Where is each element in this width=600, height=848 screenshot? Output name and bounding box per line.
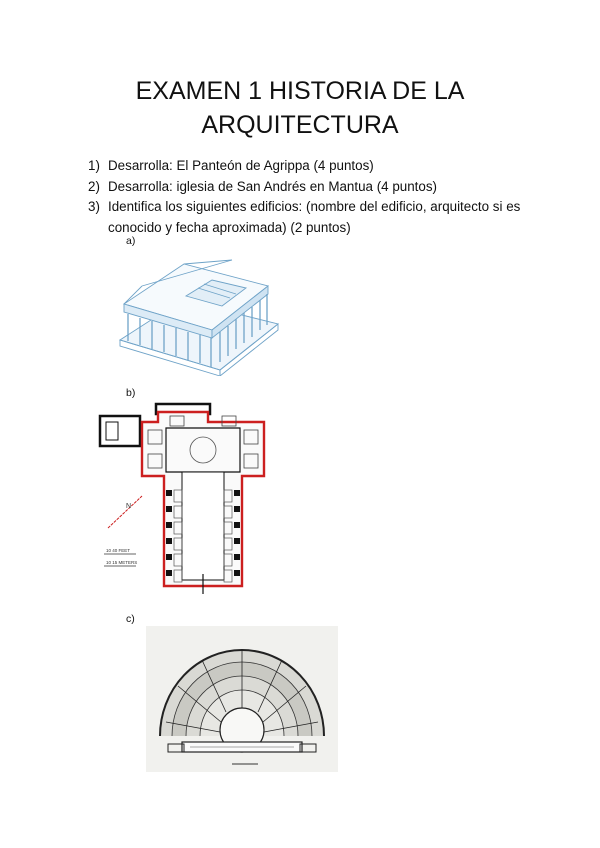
question-list — [88, 156, 538, 238]
greek-theatre-image — [146, 626, 338, 772]
item-label-a: a) — [126, 235, 136, 247]
item-label-c: c) — [126, 613, 135, 625]
question-number: 2) — [88, 178, 100, 194]
question-item — [88, 156, 538, 177]
item-label-b: b) — [126, 387, 136, 399]
greek-temple-image — [112, 248, 280, 376]
scale-text-feet: 10 40 FEET — [106, 548, 131, 553]
title-line-1: EXAMEN 1 HISTORIA DE LA — [135, 77, 465, 105]
church-plan-image — [96, 398, 276, 596]
question-text: Desarrolla: iglesia de San Andrés en Mantua (4 puntos) — [108, 178, 438, 194]
scale-text-meters: 10 15 METERS — [106, 560, 138, 565]
page-title — [0, 74, 600, 142]
question-number: 3) — [88, 199, 100, 214]
svg-text:N: N — [126, 503, 132, 510]
question-text: Desarrolla: El Panteón de Agrippa (4 puntos) — [108, 158, 374, 173]
title-line-2: ARQUITECTURA — [201, 111, 399, 139]
question-item — [88, 197, 538, 238]
question-text: Identifica los siguientes edificios: (nombre del edificio, arquitecto si es conocido y fecha aproximada) (2 puntos) — [108, 199, 521, 235]
question-number: 1) — [88, 158, 100, 173]
question-item — [88, 177, 538, 198]
